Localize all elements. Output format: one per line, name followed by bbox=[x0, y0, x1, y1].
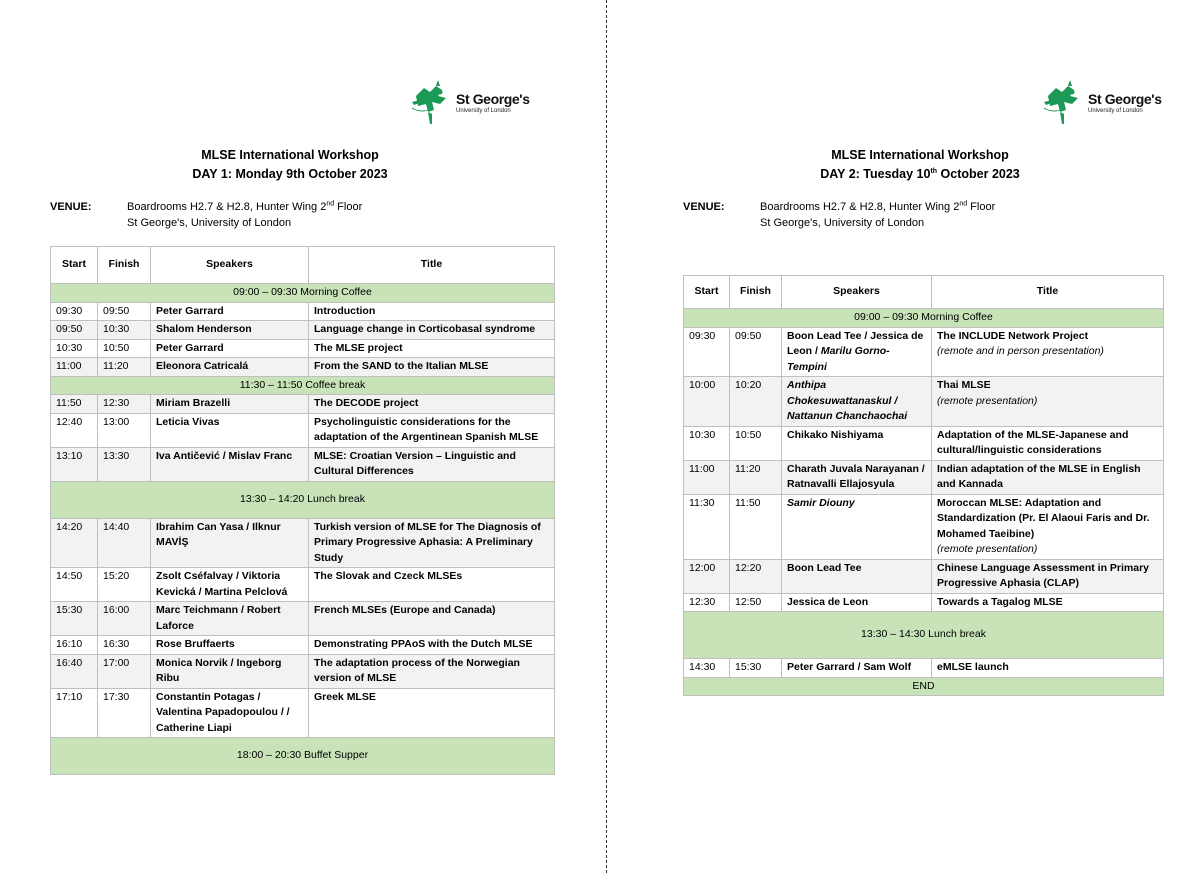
table-row: 11:00 11:20 Eleonora Catricalá From the SAND to the Italian MLSE bbox=[51, 358, 555, 377]
logo-name: St George's bbox=[456, 91, 530, 107]
logo-subtitle: University of London bbox=[1088, 108, 1143, 114]
day1-title: MLSE International Workshop bbox=[201, 148, 379, 162]
header-start: Start bbox=[684, 276, 730, 309]
table-row: 15:30 16:00 Marc Teichmann / Robert Laforce French MLSEs (Europe and Canada) bbox=[51, 602, 555, 636]
header-finish: Finish bbox=[730, 276, 782, 309]
day2-subtitle: DAY 2: Tuesday 10th October 2023 bbox=[820, 167, 1020, 181]
venue-line-2: St George's, University of London bbox=[127, 217, 292, 229]
table-header-row bbox=[684, 276, 1164, 309]
page-day-2 bbox=[630, 0, 1190, 873]
logo-subtitle: University of London bbox=[456, 108, 511, 114]
day1-schedule-table bbox=[50, 246, 555, 775]
table-row: 11:00 11:20 Charath Juvala Narayanan / Ratnavalli Ellajosyula Indian adaptation of the MLSE in English and Kannada bbox=[684, 460, 1164, 494]
table-row: 12:40 13:00 Leticia Vivas Psycholinguistic considerations for the adaptation of the Argentinean Spanish MLSE bbox=[51, 413, 555, 447]
table-header-row bbox=[51, 247, 555, 284]
table-row: 12:00 12:20 Boon Lead Tee Chinese Language Assessment in Primary Progressive Aphasia (CLAP) bbox=[684, 559, 1164, 593]
table-row: 16:40 17:00 Monica Norvik / Ingeborg Ribu The adaptation process of the Norwegian version of MLSE bbox=[51, 654, 555, 688]
band-row: 11:30 – 11:50 Coffee break bbox=[51, 376, 555, 395]
table-row: 14:50 15:20 Zsolt Cséfalvay / Viktoria Kevická / Martina Pelclová The Slovak and Czeck MLSEs bbox=[51, 568, 555, 602]
header-start: Start bbox=[51, 247, 98, 284]
knight-logo-icon bbox=[410, 78, 454, 128]
header-speakers: Speakers bbox=[782, 276, 932, 309]
day1-subtitle: DAY 1: Monday 9th October 2023 bbox=[192, 167, 388, 181]
table-row: 09:30 09:50 Boon Lead Tee / Jessica de Leon / Marilu Gorno-Tempini The INCLUDE Network Project (remote and in person presentation) bbox=[684, 327, 1164, 377]
band-row: 09:00 – 09:30 Morning Coffee bbox=[51, 284, 555, 303]
day2-venue bbox=[683, 199, 995, 231]
day2-schedule-table bbox=[683, 275, 1164, 696]
table-row: 09:50 10:30 Shalom Henderson Language change in Corticobasal syndrome bbox=[51, 321, 555, 340]
day2-title: MLSE International Workshop bbox=[831, 148, 1009, 162]
st-georges-logo bbox=[410, 78, 530, 128]
venue-line-1: Boardrooms H2.7 & H2.8, Hunter Wing 2nd Floor bbox=[127, 200, 363, 213]
band-row: 18:00 – 20:30 Buffet Supper bbox=[51, 738, 555, 775]
table-row: 10:30 10:50 Chikako Nishiyama Adaptation of the MLSE-Japanese and cultural/linguistic considerations bbox=[684, 426, 1164, 460]
band-row: 13:30 – 14:20 Lunch break bbox=[51, 481, 555, 518]
table-row: 10:00 10:20 Anthipa Chokesuwattanaskul / Nattanun Chanchaochai Thai MLSE (remote presentation) bbox=[684, 377, 1164, 427]
venue-line-2: St George's, University of London bbox=[760, 217, 925, 229]
table-row: 14:30 15:30 Peter Garrard / Sam Wolf eMLSE launch bbox=[684, 659, 1164, 678]
table-row: 12:30 12:50 Jessica de Leon Towards a Tagalog MLSE bbox=[684, 593, 1164, 612]
band-row: 09:00 – 09:30 Morning Coffee bbox=[684, 309, 1164, 328]
end-row: END bbox=[684, 677, 1164, 696]
day2-title-block bbox=[630, 146, 1200, 184]
header-title: Title bbox=[932, 276, 1164, 309]
table-row: 14:20 14:40 Ibrahim Can Yasa / Ilknur MAVİŞ Turkish version of MLSE for The Diagnosis of Primary Progressive Aphasia: A Preliminary Study bbox=[51, 518, 555, 568]
knight-logo-icon bbox=[1042, 78, 1086, 128]
table-row: 16:10 16:30 Rose Bruffaerts Demonstrating PPAoS with the Dutch MLSE bbox=[51, 636, 555, 655]
venue-label: VENUE: bbox=[683, 201, 725, 213]
band-row: 13:30 – 14:30 Lunch break bbox=[684, 612, 1164, 659]
table-row: 09:30 09:50 Peter Garrard Introduction bbox=[51, 302, 555, 321]
day1-venue bbox=[50, 199, 362, 231]
st-georges-logo bbox=[1042, 78, 1162, 128]
header-finish: Finish bbox=[98, 247, 151, 284]
table-row: 11:30 11:50 Samir Diouny Moroccan MLSE: Adaptation and Standardization (Pr. El Alaoui Faris and Dr. Mohamed Taeibine) (remote presentation) bbox=[684, 494, 1164, 559]
venue-line-1: Boardrooms H2.7 & H2.8, Hunter Wing 2nd Floor bbox=[760, 200, 996, 213]
table-row: 17:10 17:30 Constantin Potagas / Valentina Papadopoulou / / Catherine Liapi Greek MLSE bbox=[51, 688, 555, 738]
header-speakers: Speakers bbox=[151, 247, 309, 284]
table-row: 10:30 10:50 Peter Garrard The MLSE project bbox=[51, 339, 555, 358]
day1-title-block bbox=[0, 146, 580, 184]
header-title: Title bbox=[309, 247, 555, 284]
page-divider bbox=[606, 0, 607, 873]
page-day-1 bbox=[0, 0, 560, 873]
venue-label: VENUE: bbox=[50, 201, 92, 213]
table-row: 11:50 12:30 Miriam Brazelli The DECODE project bbox=[51, 395, 555, 414]
table-row: 13:10 13:30 Iva Antičević / Mislav Franc MLSE: Croatian Version – Linguistic and Cultural Differences bbox=[51, 447, 555, 481]
logo-name: St George's bbox=[1088, 91, 1162, 107]
